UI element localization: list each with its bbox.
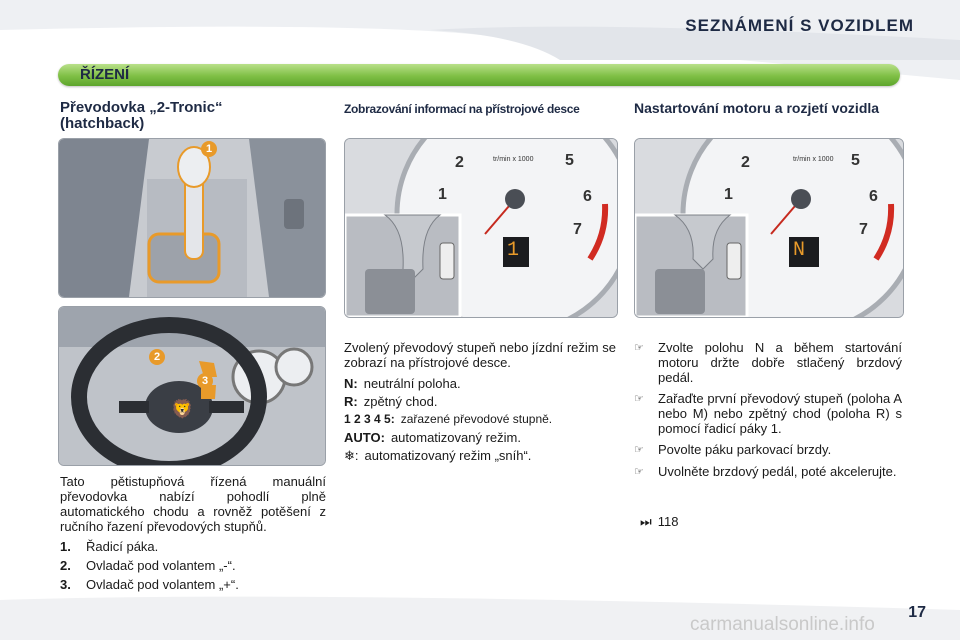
col1-heading-line1: Převodovka „2-Tronic“ — [60, 99, 223, 116]
page-header-title: SEZNÁMENÍ S VOZIDLEM — [685, 16, 914, 35]
bullet-text: Povolte páku parkovací brzdy. — [658, 442, 832, 457]
reference-page-number: 118 — [657, 514, 679, 529]
definition-key: R: — [344, 394, 358, 409]
bullet-text: Zařaďte první převodový stupeň (poloha A nebo M) nebo zpětný chod (poloha R) s pomocí řadicí páky 1. — [658, 391, 902, 436]
col2-heading: Zobrazování informací na přístrojové desce — [344, 102, 580, 116]
col2-intro: Zvolený převodový stupeň nebo jízdní režim se zobrazí na přístrojové desce. — [344, 340, 616, 370]
definition-row — [344, 394, 616, 409]
page-reference[interactable] — [640, 514, 678, 530]
definition-row — [344, 448, 616, 463]
gauge-number-6: 6 — [869, 188, 878, 205]
col2-text — [344, 340, 616, 466]
list-item — [634, 391, 902, 436]
definition-text: automatizovaný režim „sníh“. — [364, 448, 532, 463]
definition-key: 1 2 3 4 5: — [344, 412, 395, 426]
gauge-number-1: 1 — [438, 186, 447, 203]
gauge-number-2: 2 — [741, 154, 750, 171]
steering-wheel-photo — [58, 306, 326, 466]
dashboard-photo-1 — [344, 138, 618, 318]
gauge-number-1: 1 — [724, 186, 733, 203]
item-number: 1. — [60, 539, 71, 554]
gear-display: N — [793, 239, 806, 262]
gauge-unit: tr/min x 1000 — [493, 156, 534, 163]
hand-pointer-icon: ☞ — [634, 444, 644, 456]
definition-text: neutrální poloha. — [363, 376, 461, 391]
definition-row — [344, 430, 616, 445]
col3-text — [634, 340, 902, 486]
gear-lever-photo — [58, 138, 326, 298]
col1-text — [60, 474, 326, 595]
item-number: 3. — [60, 577, 71, 592]
section-title: ŘÍZENÍ — [80, 66, 130, 83]
dashboard-photo-2 — [634, 138, 904, 318]
definition-row — [344, 376, 616, 391]
list-item — [634, 340, 902, 385]
definition-key: N: — [344, 376, 358, 391]
col3-heading: Nastartování motoru a rozjetí vozidla — [634, 100, 880, 116]
col1-heading — [60, 100, 223, 132]
bullet-text: Zvolte polohu N a během startování motoru držte dobře stlačený brzdový pedál. — [658, 340, 902, 385]
fast-forward-icon: ⏭ — [640, 514, 652, 529]
hand-pointer-icon: ☞ — [634, 393, 644, 405]
definition-key: AUTO: — [344, 430, 385, 445]
gear-display: 1 — [507, 239, 520, 262]
item-text: Ovladač pod volantem „+“. — [86, 577, 239, 592]
svg-text:🦁: 🦁 — [171, 399, 194, 419]
callout-2: 2 — [149, 349, 165, 365]
gauge-unit: tr/min x 1000 — [793, 156, 834, 163]
definition-text: zařazené převodové stupně. — [400, 412, 553, 426]
page-number: 17 — [908, 604, 926, 621]
col1-heading-line2: (hatchback) — [60, 115, 145, 132]
list-item — [60, 558, 326, 573]
gauge-number-5: 5 — [851, 152, 860, 169]
list-item — [634, 442, 902, 458]
hand-pointer-icon: ☞ — [634, 466, 644, 478]
item-number: 2. — [60, 558, 71, 573]
gauge-number-7: 7 — [859, 221, 868, 238]
callout-3: 3 — [197, 373, 213, 389]
snowflake-icon: ❄: — [344, 448, 359, 463]
gauge-number-7: 7 — [573, 221, 582, 238]
definition-text: zpětný chod. — [363, 394, 438, 409]
bullet-text: Uvolněte brzdový pedál, poté akcelerujte. — [658, 464, 897, 479]
col1-intro: Tato pětistupňová řízená manuální převodovka nabízí pohodlí plně automatického chodu a rovněž potěšení z ručního řazení převodových stupňů. — [60, 474, 326, 534]
item-text: Řadicí páka. — [86, 539, 159, 554]
gauge-number-5: 5 — [565, 152, 574, 169]
watermark: carmanualsonline.info — [690, 614, 875, 635]
item-text: Ovladač pod volantem „-“. — [86, 558, 236, 573]
section-band — [58, 64, 900, 86]
callout-1: 1 — [201, 141, 217, 157]
definition-row — [344, 412, 616, 427]
gauge-number-2: 2 — [455, 154, 464, 171]
list-item — [60, 539, 326, 554]
hand-pointer-icon: ☞ — [634, 342, 644, 354]
list-item — [60, 577, 326, 592]
definition-text: automatizovaný režim. — [390, 430, 521, 445]
list-item — [634, 464, 902, 480]
gauge-number-6: 6 — [583, 188, 592, 205]
